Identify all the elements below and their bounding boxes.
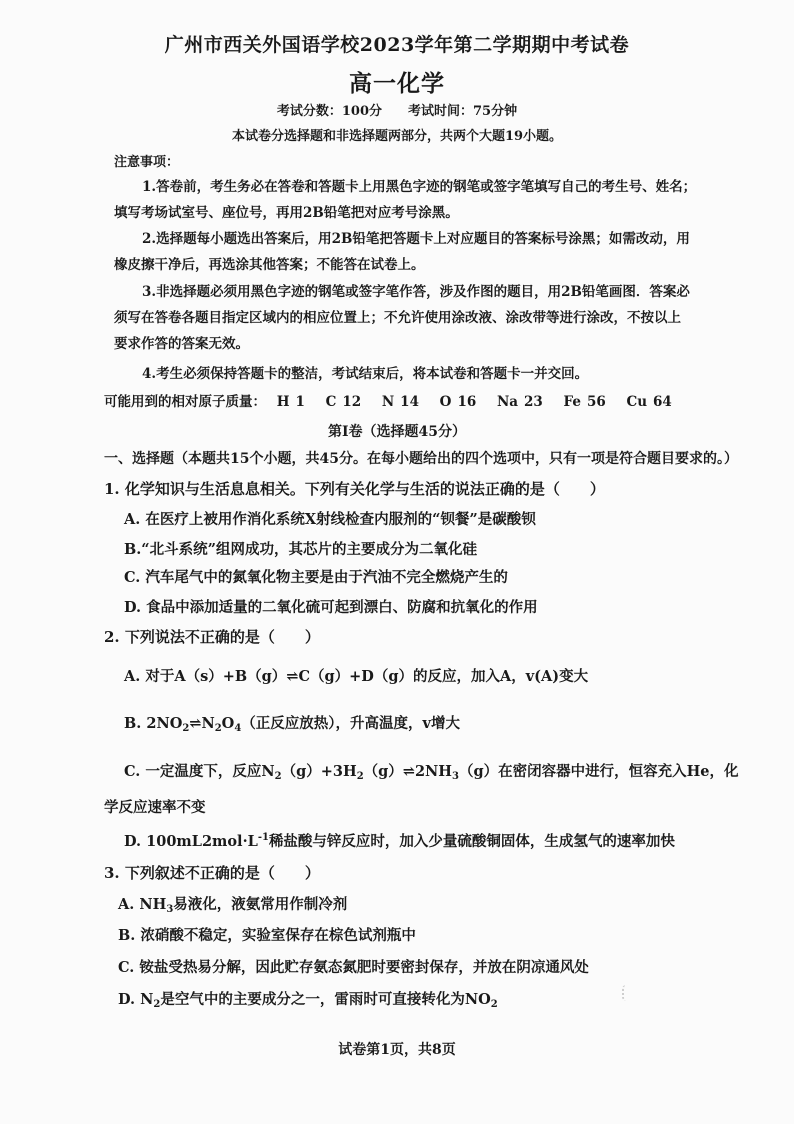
atom-cu-mass: 64 (653, 394, 672, 410)
q1-option-a: A. 在医疗上被用作消化系统X射线检查内服剂的“钡餐”是碳酸钡 (124, 511, 536, 528)
atom-o: O (439, 394, 452, 410)
q2-option-a: A. 对于A（s）+B（g）⇌C（g）+D（g）的反应，加入A，v(A)变大 (124, 668, 589, 685)
section-title: 第Ⅰ卷（选择题45分） (327, 424, 467, 440)
atom-c: C (325, 394, 337, 410)
subject-title: 高一化学 (349, 70, 445, 97)
q2-stem: 2. 下列说法不正确的是（ ） (104, 628, 320, 646)
q1-option-b: B.“北斗系统”组网成功，其芯片的主要成分为二氧化硅 (124, 541, 477, 558)
note-3-line-2: 须写在答卷各题目指定区域内的相应位置上；不允许使用涂改液、涂改带等进行涂改，不按以上 (114, 310, 681, 326)
note-1-line-2: 填写考场试室号、座位号，再用2B铅笔把对应考号涂黑。 (114, 205, 459, 221)
atom-o-mass: 16 (457, 394, 477, 410)
atomic-masses (104, 396, 688, 410)
atom-fe: Fe (563, 394, 581, 410)
atom-n-mass: 14 (400, 394, 419, 410)
atom-na-mass: 23 (524, 394, 543, 410)
section-instructions: 一、选择题（本题共15个小题，共45分。在每小题给出的四个选项中，只有一项是符合题目要求的。） (104, 451, 738, 467)
note-3-line-1: 3.非选择题必须用黑色字迹的钢笔或签字笔作答，涉及作图的题目，用2B铅笔画图．答案必 (142, 284, 690, 300)
q2-option-c-line-2: 学反应速率不变 (104, 799, 206, 816)
atom-cu: Cu (626, 394, 648, 410)
note-3-line-3: 要求作答的答案无效。 (114, 336, 249, 352)
exam-scope: 本试卷分选择题和非选择题两部分，共两个大题19小题。 (231, 129, 563, 144)
q3-stem: 3. 下列叙述不正确的是（ ） (104, 864, 320, 882)
atom-h: H (276, 394, 290, 410)
atom-fe-mass: 56 (586, 394, 606, 410)
q1-stem: 1. 化学知识与生活息息相关。下列有关化学与生活的说法正确的是（ ） (104, 480, 605, 498)
note-2-line-1: 2.选择题每小题选出答案后，用2B铅笔把答题卡上对应题目的答案标号涂黑；如需改动，用 (142, 231, 690, 247)
notes-heading: 注意事项： (114, 155, 180, 170)
exam-info: 考试分数：100分 考试时间：75分钟 (276, 104, 518, 119)
q3-option-c: C. 铵盐受热易分解，因此贮存氨态氮肥时要密封保存，并放在阴凉通风处 (118, 959, 589, 976)
note-4: 4.考生必须保持答题卡的整洁，考试结束后，将本试卷和答题卡一并交回。 (142, 366, 589, 382)
atom-c-mass: 12 (342, 394, 362, 410)
q1-option-d: D. 食品中添加适量的二氧化硫可起到漂白、防腐和抗氧化的作用 (124, 599, 538, 616)
q2-option-d: D. $100mL2mol\cdot L^{-1}$稀盐酸与锌反应时，加入少量硫酸铜固体，生成氢气的速率加快 (124, 832, 675, 850)
q2-option-b: B. $2NO_2\rightleftharpoons N_2O_4$（正反应放热），升高温度，v增大 (124, 715, 460, 734)
q3-option-b: B. 浓硝酸不稳定，实验室保存在棕色试剂瓶中 (118, 927, 416, 944)
q2-option-c-line-1: C. 一定温度下，反应$N_2(g)+3H_2(g)\rightleftharpoons 2NH_3(g)$在密闭容器中进行，恒容充入He，化 (124, 763, 739, 782)
page-footer: 试卷第1页，共8页 (338, 1042, 456, 1058)
note-2-line-2: 橡皮擦干净后，再选涂其他答案；不能答在试卷上。 (114, 257, 425, 273)
q1-option-c: C. 汽车尾气中的氮氧化物主要是由于汽油不完全燃烧产生的 (124, 569, 508, 586)
atomic-masses-label: 可能用到的相对原子质量： (104, 394, 266, 410)
atom-h-mass: 1 (295, 394, 305, 410)
q3-option-d: D. $N_2$是空气中的主要成分之一，雷雨时可直接转化为$NO_2$ (118, 991, 498, 1010)
q3-option-a: A. $NH_3$易液化，液氨常用作制冷剂 (118, 896, 348, 915)
exam-title: 广州市西关外国语学校2023学年第二学期期中考试卷 (164, 34, 630, 56)
note-1-line-1: 1.答卷前，考生务必在答卷和答题卡上用黑色字迹的钢笔或签字笔填写自己的考生号、姓名； (142, 179, 697, 195)
atom-na: Na (496, 394, 519, 410)
atom-n: N (381, 394, 395, 410)
scan-speck (622, 985, 634, 1001)
